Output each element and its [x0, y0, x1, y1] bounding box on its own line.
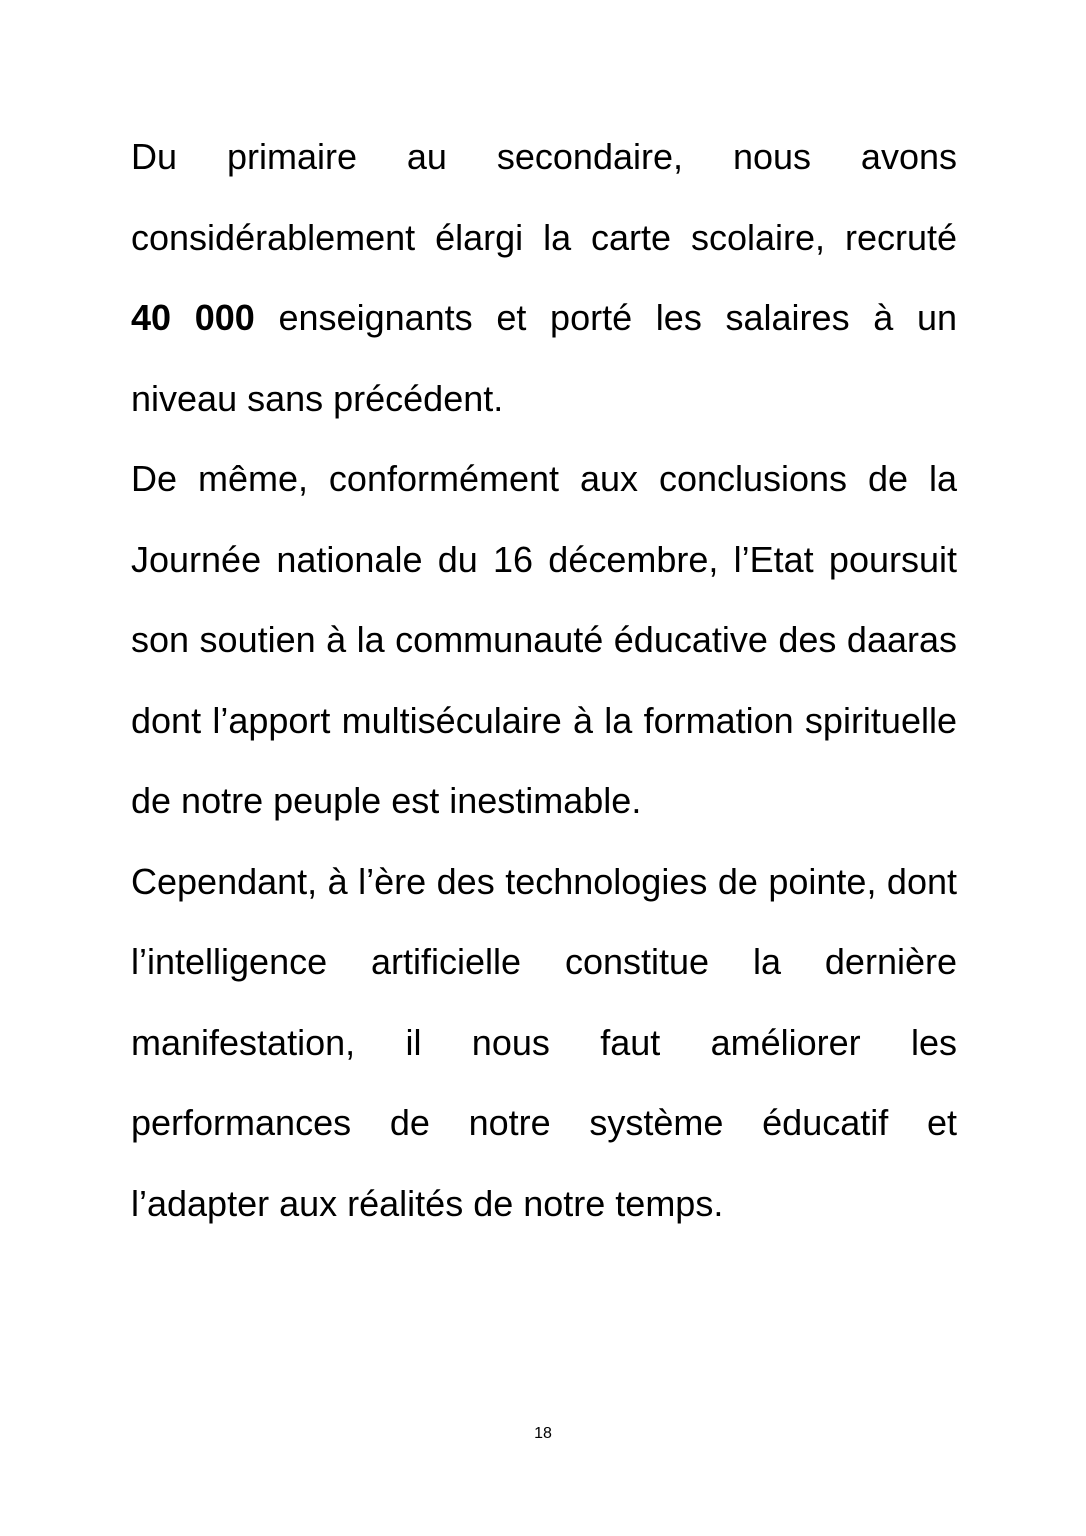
paragraph-technology-adaptation: Cependant, à l’ère des technologies de pointe, dont l’intelligence artificielle constitue la dernière manifestation, il nous faut améliorer les performances de notre système éducatif et l’adapter aux réalités de notre temps.: [131, 860, 957, 1224]
paragraph-1-text-start: Du primaire au secondaire, nous avons considérablement élargi la carte scolaire, recruté: [131, 136, 957, 258]
paragraph-1-text-end: enseignants et porté les salaires à un niveau sans précédent.: [131, 297, 958, 419]
body-text: [131, 117, 957, 1244]
page-number: 18: [534, 1425, 552, 1442]
paragraph-daaras-support: De même, conformément aux conclusions de la Journée nationale du 16 décembre, l’Etat poursuit son soutien à la communauté éducative des daaras dont l’apport multiséculaire à la formation spirituelle de notre peuple est inestimable.: [131, 458, 957, 821]
teachers-count: 40 000: [131, 297, 255, 338]
paragraph-education-achievements: [131, 117, 957, 439]
